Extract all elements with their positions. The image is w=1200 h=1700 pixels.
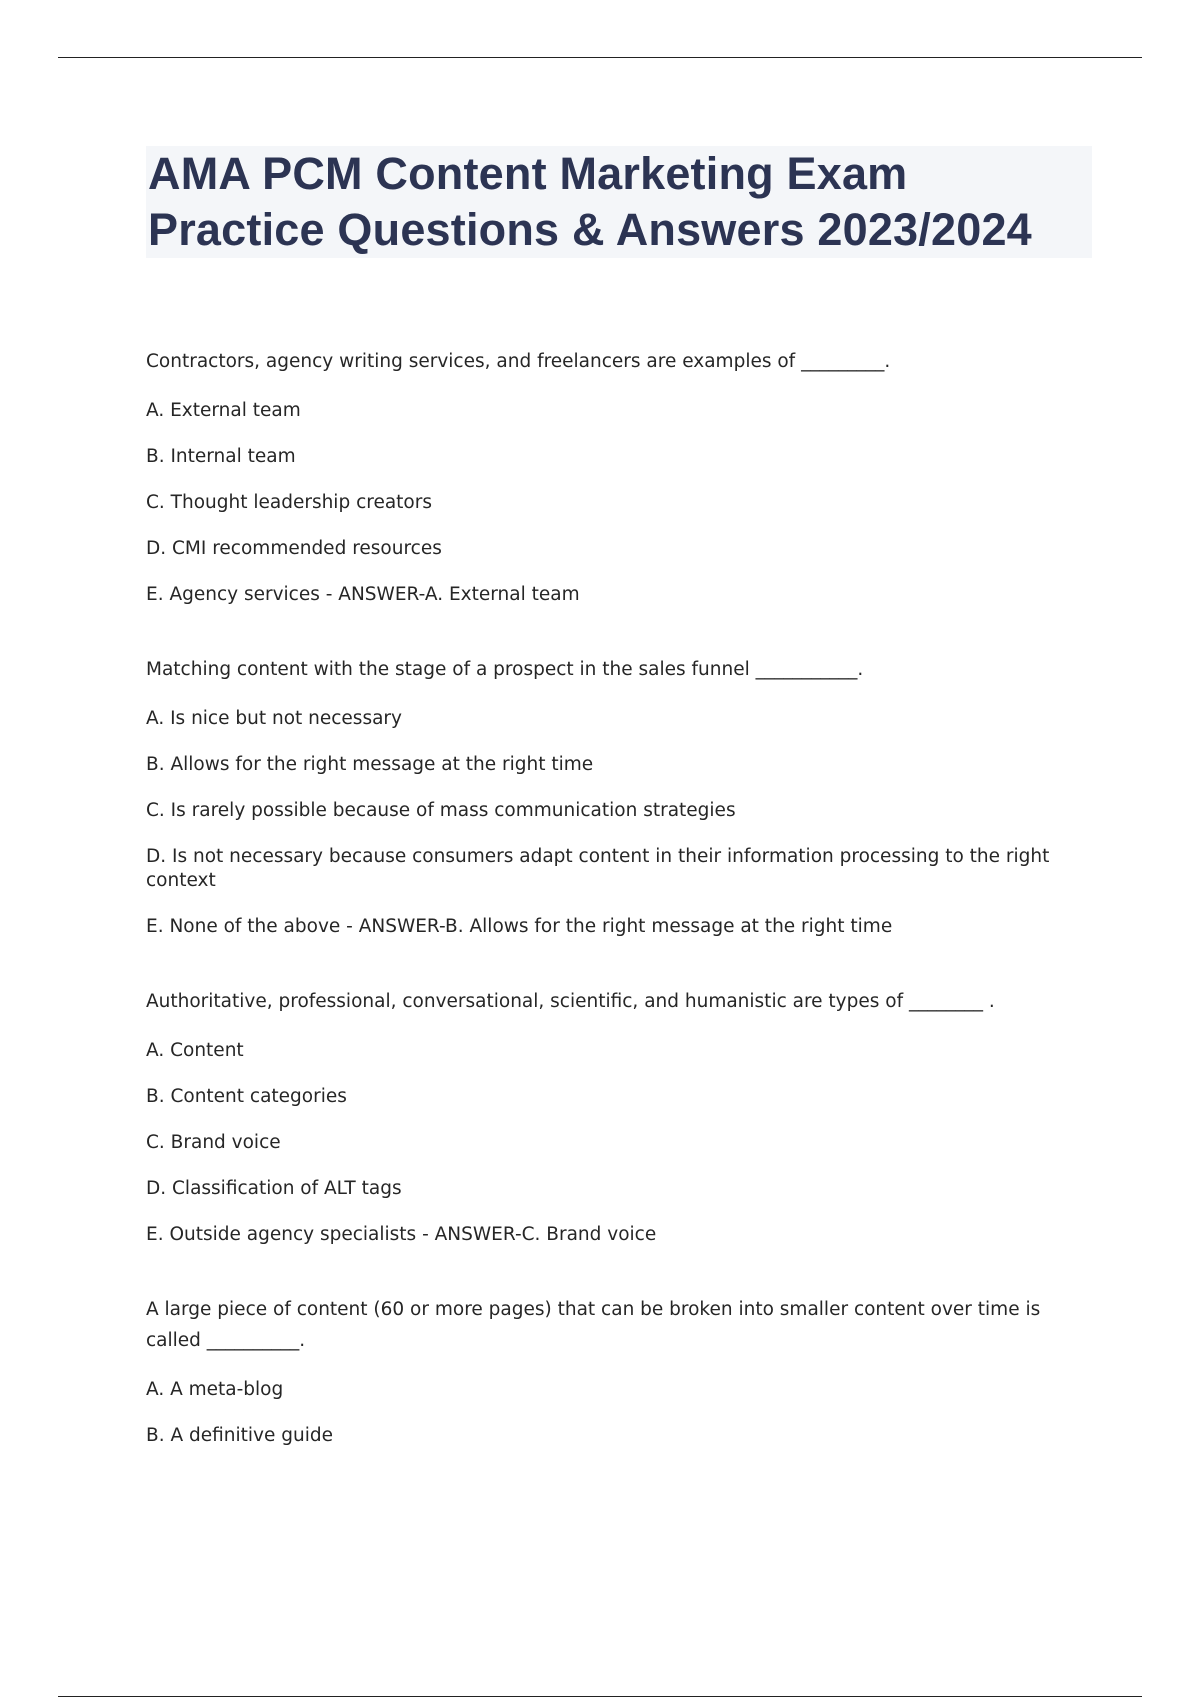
question-2-text: Matching content with the stage of a prospect in the sales funnel ___________.: [146, 659, 864, 680]
question-2-option-b: B. Allows for the right message at the right time: [146, 754, 594, 775]
question-1-option-a: A. External team: [146, 400, 301, 421]
question-4-option-a: A. A meta-blog: [146, 1379, 284, 1400]
question-1-option-d: D. CMI recommended resources: [146, 538, 442, 559]
question-3-option-a: A. Content: [146, 1040, 244, 1061]
question-1-option-c: C. Thought leadership creators: [146, 492, 432, 513]
question-1: [146, 346, 1086, 607]
question-3-option-b: B. Content categories: [146, 1086, 347, 1107]
top-rule: [58, 57, 1142, 58]
question-3-option-c: C. Brand voice: [146, 1132, 281, 1153]
bottom-rule: [58, 1696, 1142, 1697]
question-1-option-e-answer: E. Agency services - ANSWER-A. External team: [146, 584, 580, 605]
question-2: [146, 654, 1086, 939]
title-block: [146, 146, 1092, 258]
page-title: [148, 146, 1090, 258]
question-4-text: A large piece of content (60 or more pages) that can be broken into smaller content over time is called __________.: [146, 1299, 1041, 1351]
question-4: [146, 1294, 1086, 1448]
question-2-option-e-answer: E. None of the above - ANSWER-B. Allows for the right message at the right time: [146, 916, 893, 937]
question-2-option-d: D. Is not necessary because consumers adapt content in their information processing to the right context: [146, 846, 1050, 891]
question-3: [146, 986, 1086, 1247]
question-2-option-c: C. Is rarely possible because of mass communication strategies: [146, 800, 736, 821]
question-3-option-d: D. Classification of ALT tags: [146, 1178, 402, 1199]
question-3-text: Authoritative, professional, conversational, scientific, and humanistic are types of ________ .: [146, 991, 995, 1012]
question-1-option-b: B. Internal team: [146, 446, 296, 467]
title-line-1: AMA PCM Content Marketing Exam: [148, 148, 908, 199]
question-1-text: Contractors, agency writing services, and freelancers are examples of _________.: [146, 351, 891, 372]
title-line-2: Practice Questions & Answers 2023/2024: [148, 204, 1032, 255]
question-list: [146, 346, 1086, 1495]
question-3-option-e-answer: E. Outside agency specialists - ANSWER-C. Brand voice: [146, 1224, 657, 1245]
question-2-option-a: A. Is nice but not necessary: [146, 708, 402, 729]
question-4-option-b: B. A definitive guide: [146, 1425, 333, 1446]
